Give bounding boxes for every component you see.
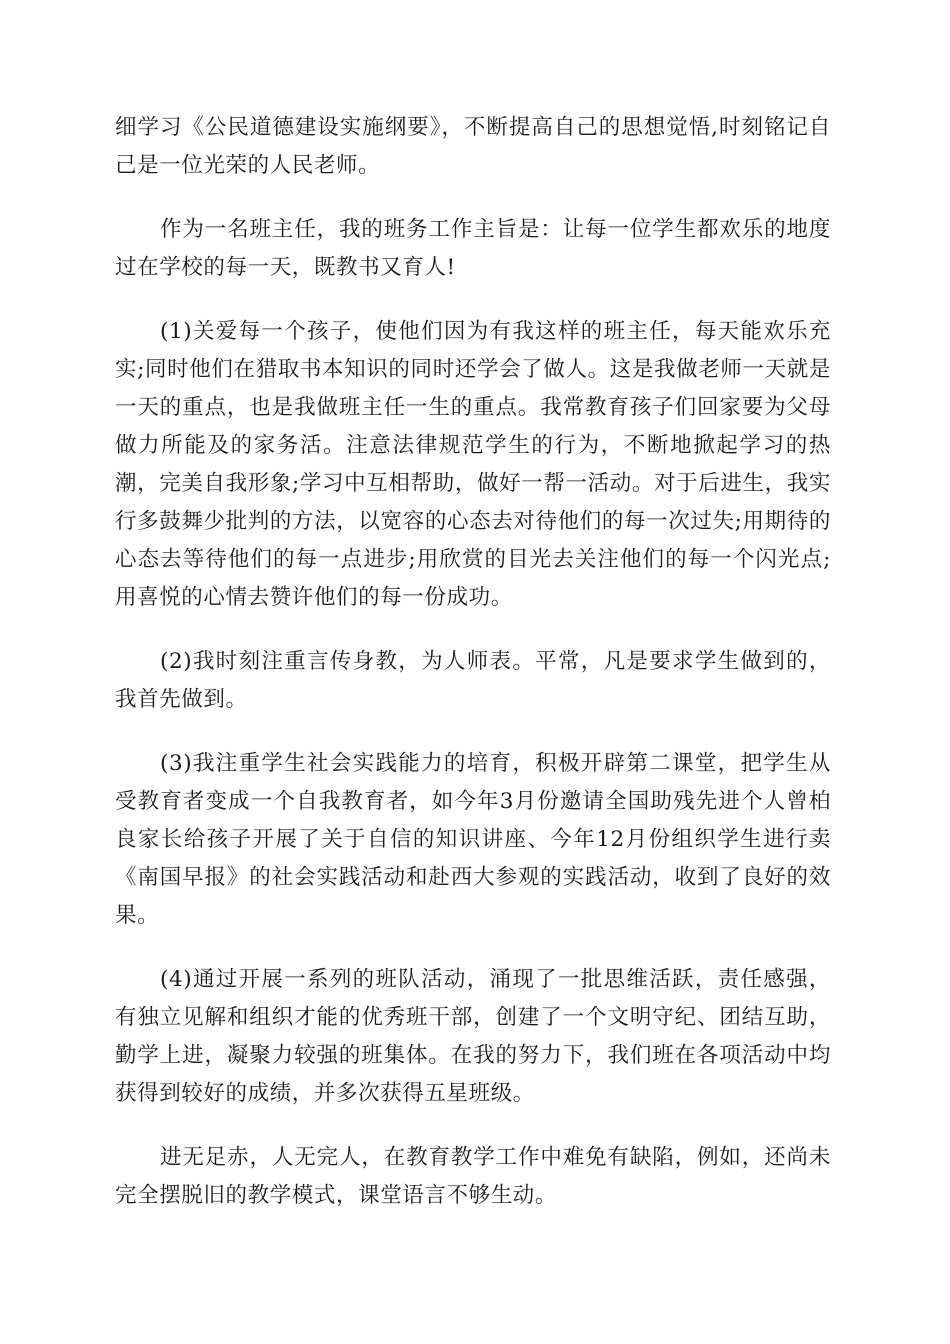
paragraph-point-2: (2)我时刻注重言传身教，为人师表。平常，凡是要求学生做到的，我首先做到。 <box>115 649 831 712</box>
paragraph-continued: 细学习《公民道德建设实施纲要》，不断提高自己的思想觉悟,时刻铭记自己是一位光荣的人民老师。 <box>115 115 831 178</box>
paragraph-point-4: (4)通过开展一系列的班队活动，涌现了一批思维活跃，责任感强，有独立见解和组织才能的优秀班干部，创建了一个文明守纪、团结互助，勤学上进，凝聚力较强的班集体。在我的努力下，我们班在各项活动中均获得到较好的成绩，并多次获得五星班级。 <box>115 967 831 1106</box>
document-body <box>115 109 831 1241</box>
paragraph-point-1: (1)关爱每一个孩子，使他们因为有我这样的班主任，每天能欢乐充实;同时他们在猎取书本知识的同时还学会了做人。这是我做老师一天就是一天的重点，也是我做班主任一生的重点。我常教育孩子们回家要为父母做力所能及的家务活。注意法律规范学生的行为，不断地掀起学习的热潮，完美自我形象;学习中互相帮助，做好一帮一活动。对于后进生，我实行多鼓舞少批判的方法，以宽容的心态去对待他们的每一次过失;用期待的心态去等待他们的每一点进步;用欣赏的目光去关注他们的每一个闪光点;用喜悦的心情去赞许他们的每一份成功。 <box>115 319 831 610</box>
paragraph-point-3: (3)我注重学生社会实践能力的培育，积极开辟第二课堂，把学生从受教育者变成一个自我教育者，如今年3月份邀请全国助残先进个人曾柏良家长给孩子开展了关于自信的知识讲座、今年12月份组织学生进行卖《南国早报》的社会实践活动和赴西大参观的实践活动，收到了良好的效果。 <box>115 751 831 928</box>
paragraph-shortcomings: 进无足赤，人无完人，在教育教学工作中难免有缺陷，例如，还尚未完全摆脱旧的教学模式，课堂语言不够生动。 <box>115 1145 831 1208</box>
paragraph-class-work-aim: 作为一名班主任，我的班务工作主旨是：让每一位学生都欢乐的地度过在学校的每一天，既教书又育人! <box>115 217 831 280</box>
